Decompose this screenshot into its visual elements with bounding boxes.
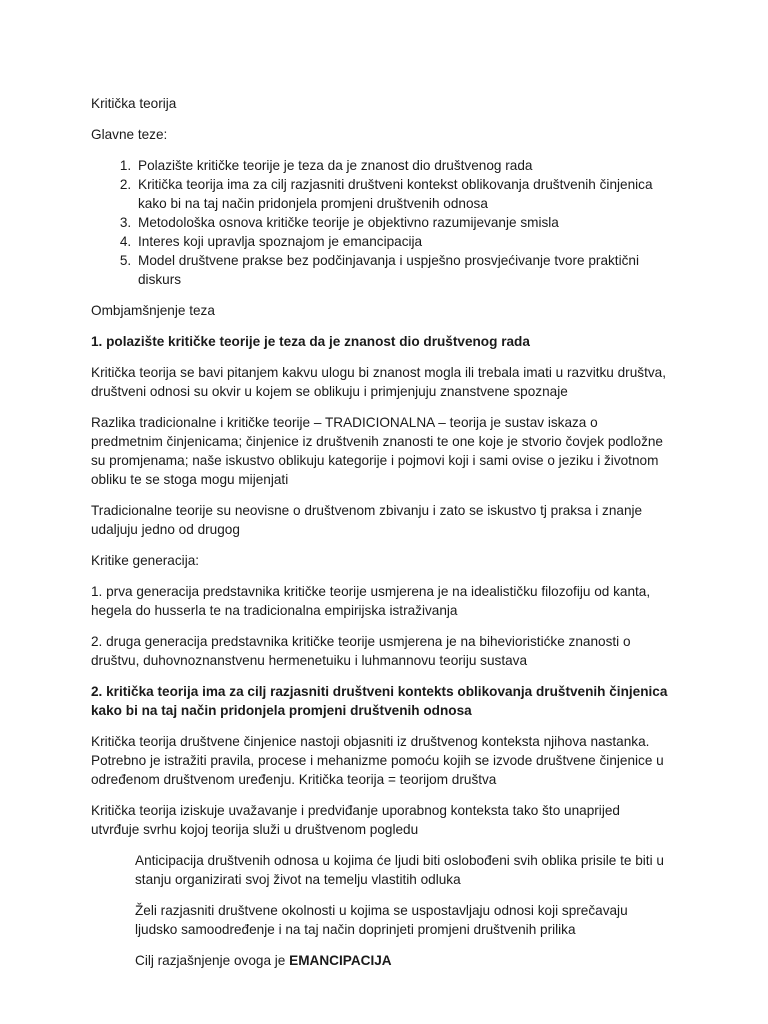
- section-1-paragraph: Kritička teorija se bavi pitanjem kakvu ulogu bi znanost mogla ili trebala imati u razvitku društva, društveni odnosi su okvir u kojem se oblikuju i primjenjuju znanstvene spoznaje: [91, 365, 666, 399]
- emancipation-prefix: Cilj razjašnjenje ovoga je: [135, 953, 290, 968]
- section-1-paragraph: Razlika tradicionalne i kritičke teorije – TRADICIONALNA – teorija je sustav iskaza o predmetnim činjenicama; činjenice iz društvenih znanosti te one koje je stvorio čovjek podložne su promjenama; naše iskustvo oblikuju kategorije i pojmovi koji i sami ovise o jeziku i životnom obliku te se stoga mogu mijenjati: [91, 415, 663, 487]
- thesis-item: 1. Polazište kritičke teorije je teza da je znanost dio društvenog rada: [135, 156, 671, 175]
- section-2-paragraph: Kritička teorija društvene činjenice nastoji objasniti iz društvenog konteksta njihova nastanka. Potrebno je istražiti pravila, procese i mehanizme pomoću kojih se izvode društvene činjenice u određenom društvenom uređenju. Kritička teorija = teorijom društva: [91, 734, 664, 787]
- section-1-heading: 1. polazište kritičke teorije je teza da je znanost dio društvenog rada: [91, 334, 530, 349]
- main-theses-label: Glavne teze:: [91, 127, 168, 142]
- thesis-item: 3. Metodološka osnova kritičke teorije je objektivno razumijevanje smisla: [135, 213, 671, 232]
- thesis-item: 4. Interes koji upravlja spoznajom je emancipacija: [135, 232, 671, 251]
- critiques-label: Kritike generacija:: [91, 553, 200, 568]
- indented-paragraph: Anticipacija društvenih odnosa u kojima će ljudi biti oslobođeni svih oblika prisile te biti u stanju organizirati svoj život na temelju vlastitih odluka: [135, 853, 664, 887]
- theses-list: [91, 156, 671, 289]
- section-1-paragraph: 2. druga generacija predstavnika kritičke teorije usmjerena je na bihevioristićke znanosti o društvu, duhovnoznanstvenu hermenetuiku i luhmannovu teoriju sustava: [91, 634, 631, 668]
- section-2-paragraph: Kritička teorija iziskuje uvažavanje i predviđanje uporabnog konteksta tako što unaprijed utvrđuje svrhu kojoj teorija služi u društvenom pogledu: [91, 803, 620, 837]
- emancipation-term: EMANCIPACIJA: [289, 953, 392, 968]
- document-title: Kritička teorija: [91, 96, 177, 111]
- section-2-heading: 2. kritička teorija ima za cilj razjasniti društveni kontekts oblikovanja društvenih činjenica kako bi na taj način pridonjela promjeni društvenih odnosa: [91, 684, 668, 718]
- document-page: [91, 94, 671, 982]
- thesis-item: 2. Kritička teorija ima za cilj razjasniti društveni kontekst oblikovanja društvenih činjenica kako bi na taj način pridonjela promjeni društvenih odnosa: [135, 175, 671, 213]
- indented-paragraph: Želi razjasniti društvene okolnosti u kojima se uspostavljaju odnosi koji sprečavaju ljudsko samoodređenje i na taj način doprinjeti promjeni društvenih prilika: [135, 903, 628, 937]
- explanation-label: Ombjamšnjenje teza: [91, 303, 215, 318]
- section-1-paragraph: Tradicionalne teorije su neovisne o društvenom zbivanju i zato se iskustvo tj praksa i znanje udaljuju jedno od drugog: [91, 503, 643, 537]
- indented-paragraph: [135, 951, 671, 970]
- section-1-paragraph: 1. prva generacija predstavnika kritičke teorije usmjerena je na idealističku filozofiju od kanta, hegela do husserla te na tradicionalna empirijska istraživanja: [91, 584, 651, 618]
- thesis-item: 5. Model društvene prakse bez podčinjavanja i uspješno prosvjećivanje tvore praktični diskurs: [135, 251, 671, 289]
